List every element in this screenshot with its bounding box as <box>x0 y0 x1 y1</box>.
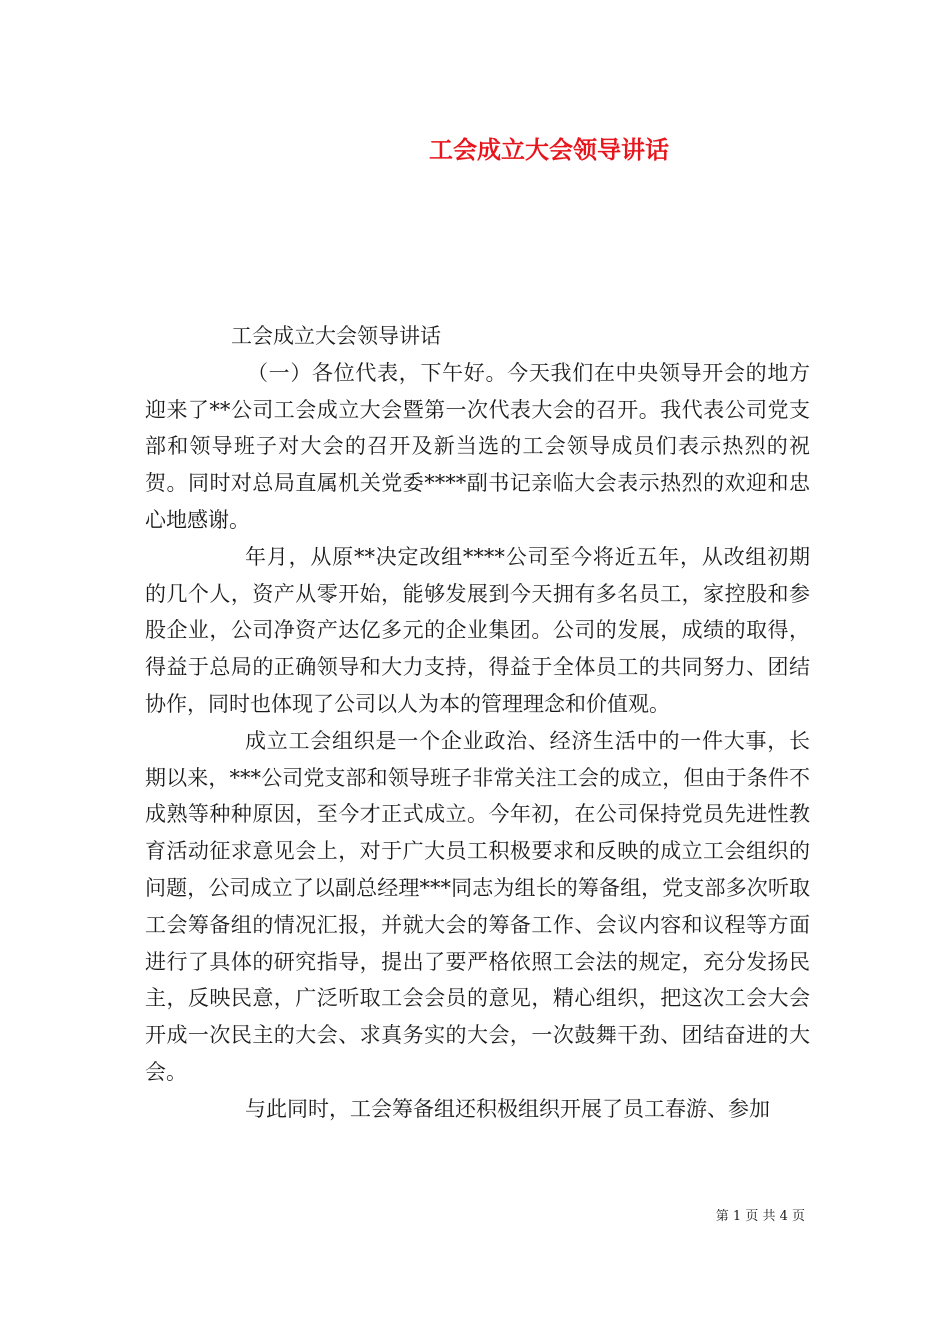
paragraph: 年月，从原**决定改组****公司至今将近五年，从改组初期的几个人，资产从零开始，能够发展到今天拥有多名员工，家控股和参股企业，公司净资产达亿多元的企业集团。公司的发展，成绩的取得，得益于总局的正确领导和大力支持，得益于全体员工的共同努力、团结协作，同时也体现了公司以人为本的管理理念和价值观。 <box>145 544 810 716</box>
document-body <box>145 318 810 1128</box>
paragraph: 成立工会组织是一个企业政治、经济生活中的一件大事，长期以来，***公司党支部和领导班子非常关注工会的成立，但由于条件不成熟等种种原因，至今才正式成立。今年初，在公司保持党员先进性教育活动征求意见会上，对于广大员工积极要求和反映的成立工会组织的问题，公司成立了以副总经理***同志为组长的筹备组，党支部多次听取工会筹备组的情况汇报，并就大会的筹备工作、会议内容和议程等方面进行了具体的研究指导，提出了要严格依照工会法的规定，充分发扬民主，反映民意，广泛听取工会会员的意见，精心组织，把这次工会大会开成一次民主的大会、求真务实的大会，一次鼓舞干劲、团结奋进的大会。 <box>145 728 810 1084</box>
document-title: 工会成立大会领导讲话 <box>429 136 669 164</box>
paragraph: 与此同时，工会筹备组还积极组织开展了员工春游、参加 <box>245 1096 770 1121</box>
document-subtitle: 工会成立大会领导讲话 <box>231 324 441 348</box>
page-number-footer: 第 1 页 共 4 页 <box>715 1209 805 1224</box>
paragraph: （一）各位代表，下午好。今天我们在中央领导开会的地方迎来了**公司工会成立大会暨第一次代表大会的召开。我代表公司党支部和领导班子对大会的召开及新当选的工会领导成员们表示热烈的祝贺。同时对总局直属机关党委****副书记亲临大会表示热烈的欢迎和忠心地感谢。 <box>145 360 810 532</box>
